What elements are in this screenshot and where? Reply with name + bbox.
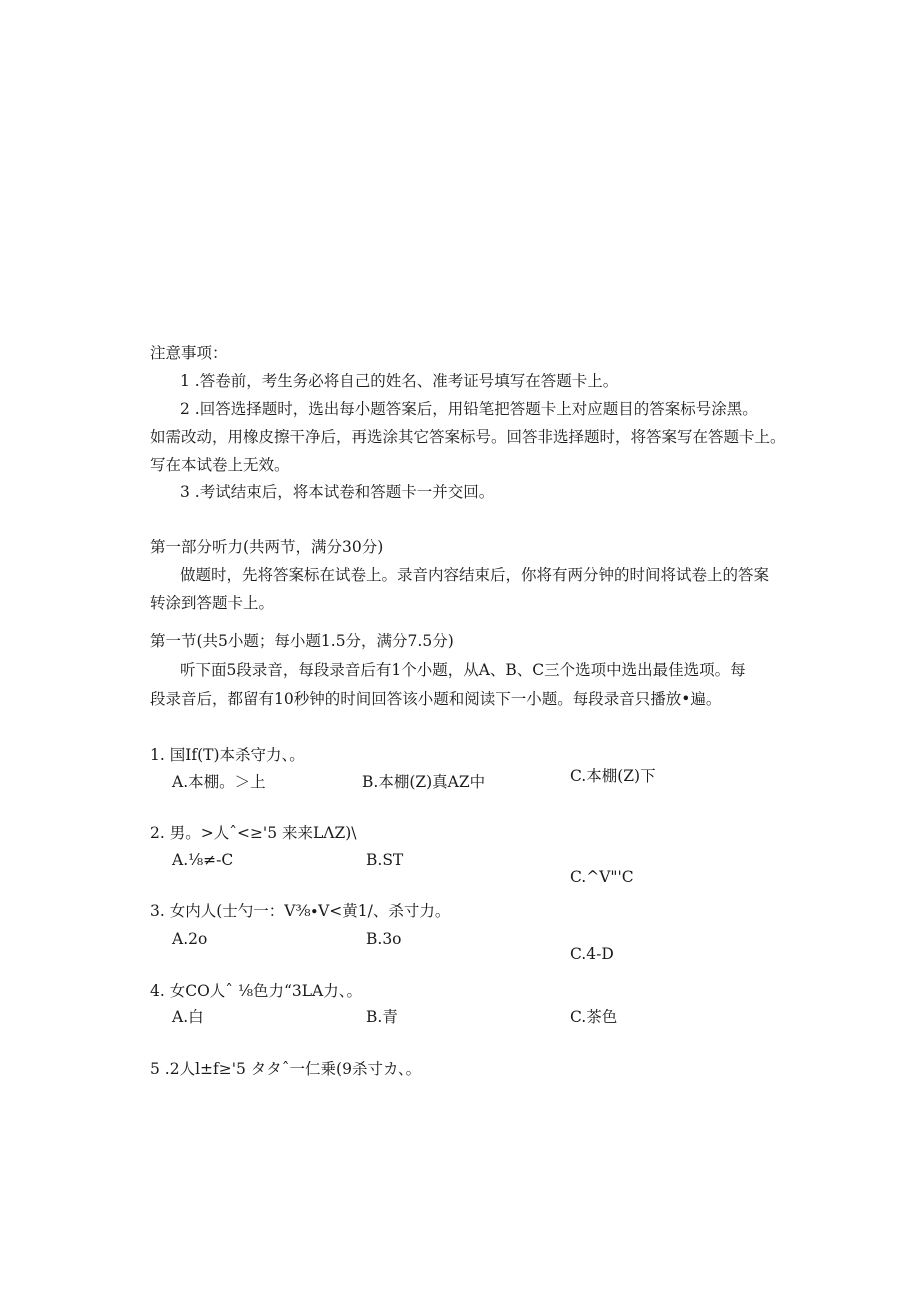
question-2-option-b: B.ST	[366, 851, 404, 869]
question-3-stem: 3. 女内人(士勺一：V⅜∙V<黄1/、杀寸力。	[150, 902, 451, 920]
part1-title: 第一部分听力(共两节，满分30分)	[150, 538, 384, 556]
part1-instruction-2: 转涂到答题卡上。	[150, 594, 275, 612]
question-4-stem: 4. 女CO人ˆ ⅛色力“3LA力、。	[150, 982, 363, 1000]
notice-heading: 注意事项：	[150, 344, 228, 362]
section1-instruction-1: 听下面5段录音，每段录音后有1个小题，从A、B、C三个选项中选出最佳选项。每	[180, 661, 746, 679]
question-4-option-c: C.茶色	[570, 1008, 618, 1026]
question-4-option-b: B.青	[366, 1008, 398, 1026]
question-5-stem: 5 .2人l±f≥'5 タタˆ一仁乗(9杀寸カ、。	[150, 1060, 422, 1078]
question-1-stem: 1. 国If(T)本杀守力、。	[150, 746, 305, 764]
question-2-stem: 2. 男。>人ˆ<≥'5 来来LΛZ)\	[150, 824, 357, 842]
question-2-option-a: A.⅛≠-C	[172, 851, 234, 869]
part1-instruction-1: 做题时，先将答案标在试卷上。录音内容结束后，你将有两分钟的时间将试卷上的答案	[180, 566, 770, 584]
question-1-option-b: B.本棚(Z)真AZ中	[362, 773, 486, 791]
question-1-option-c: C.本棚(Z)下	[570, 767, 656, 785]
section1-title: 第一节(共5小题；每小题1.5分，满分7.5分)	[150, 632, 454, 650]
notice-item-3: 3 .考试结束后，将本试卷和答题卡一并交回。	[180, 483, 495, 501]
question-2-option-c: C.^V"'C	[570, 868, 634, 886]
question-3-option-c: C.4-D	[570, 945, 614, 963]
notice-item-2-cont: 如需改动，用橡皮擦干净后，再选涂其它答案标号。回答非选择题时，将答案写在答题卡上。	[150, 428, 786, 446]
notice-item-1: 1 .答卷前，考生务必将自己的姓名、准考证号填写在答题卡上。	[180, 372, 619, 390]
question-4-option-a: A.白	[172, 1008, 204, 1026]
section1-instruction-2: 段录音后，都留有10秒钟的时间回答该小题和阅读下一小题。每段录音只播放•遍。	[150, 690, 722, 708]
notice-item-2-end: 写在本试卷上无效。	[150, 456, 290, 474]
question-3-option-b: B.3o	[366, 930, 402, 948]
question-3-option-a: A.2o	[172, 930, 208, 948]
question-1-option-a: A.本棚。＞上	[172, 773, 266, 791]
notice-item-2: 2 .回答选择题时，选出每小题答案后，用铅笔把答题卡上对应题目的答案标号涂黑。	[180, 400, 758, 418]
